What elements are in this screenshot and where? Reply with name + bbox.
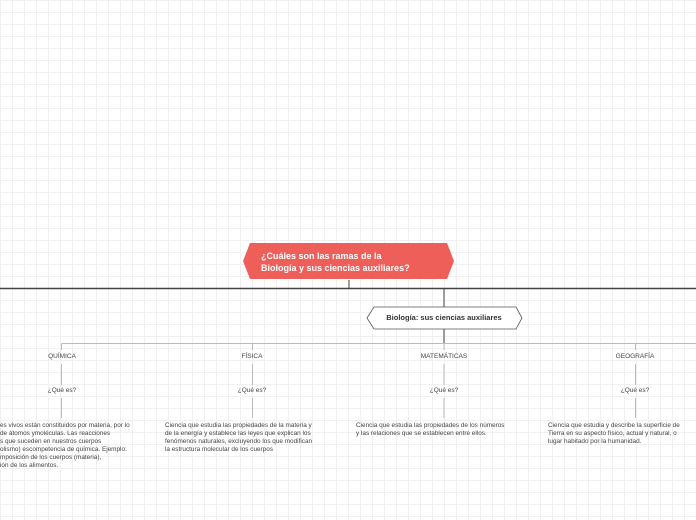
branch-matematicas-description[interactable]: Ciencia que estudia las propiedades de los números y las relaciones que se establecen entre ellos.: [356, 422, 505, 437]
branch-quimica-description[interactable]: es vivos están constituidos por materia, por lo de átomos ymoléculas. Las reacciones s que suceden en nuestros cuerpos olismo) escompetencia de química. Ejemplo: mposición de los cuerpos (materia), ión de los alimentos.: [0, 422, 130, 469]
subtopic-text[interactable]: Biología: sus ciencias auxiliares: [386, 313, 502, 322]
branch-fisica-question[interactable]: ¿Qué es?: [237, 387, 267, 394]
branch-matematicas-question[interactable]: ¿Qué es?: [429, 387, 459, 394]
branch-fisica-description[interactable]: Ciencia que estudia las propiedades de la materia y de la energía y establece las leyes que explican los fenómenos naturales, excluyendo los que modifican la estructura molecular de los cuerpos: [165, 422, 313, 453]
branch-quimica-question[interactable]: ¿Qué es?: [47, 387, 77, 394]
branch-geografia-question[interactable]: ¿Qué es?: [620, 387, 650, 394]
branch-matematicas-title[interactable]: MATEMÁTICAS: [420, 353, 468, 360]
central-topic-text[interactable]: ¿Cuáles son las ramas de la Biología y sus ciencias auxiliares?: [261, 251, 410, 273]
branch-geografia-title[interactable]: GEOGRAFÍA: [615, 353, 655, 360]
branch-fisica-title[interactable]: FÍSICA: [241, 353, 263, 360]
branch-geografia-description[interactable]: Ciencia que estudia y describe la superficie de Tierra en su aspecto físico, actual y natural, o lugar habitado por la humanidad.: [548, 422, 680, 445]
branch-quimica-title[interactable]: QUÍMICA: [48, 353, 76, 360]
